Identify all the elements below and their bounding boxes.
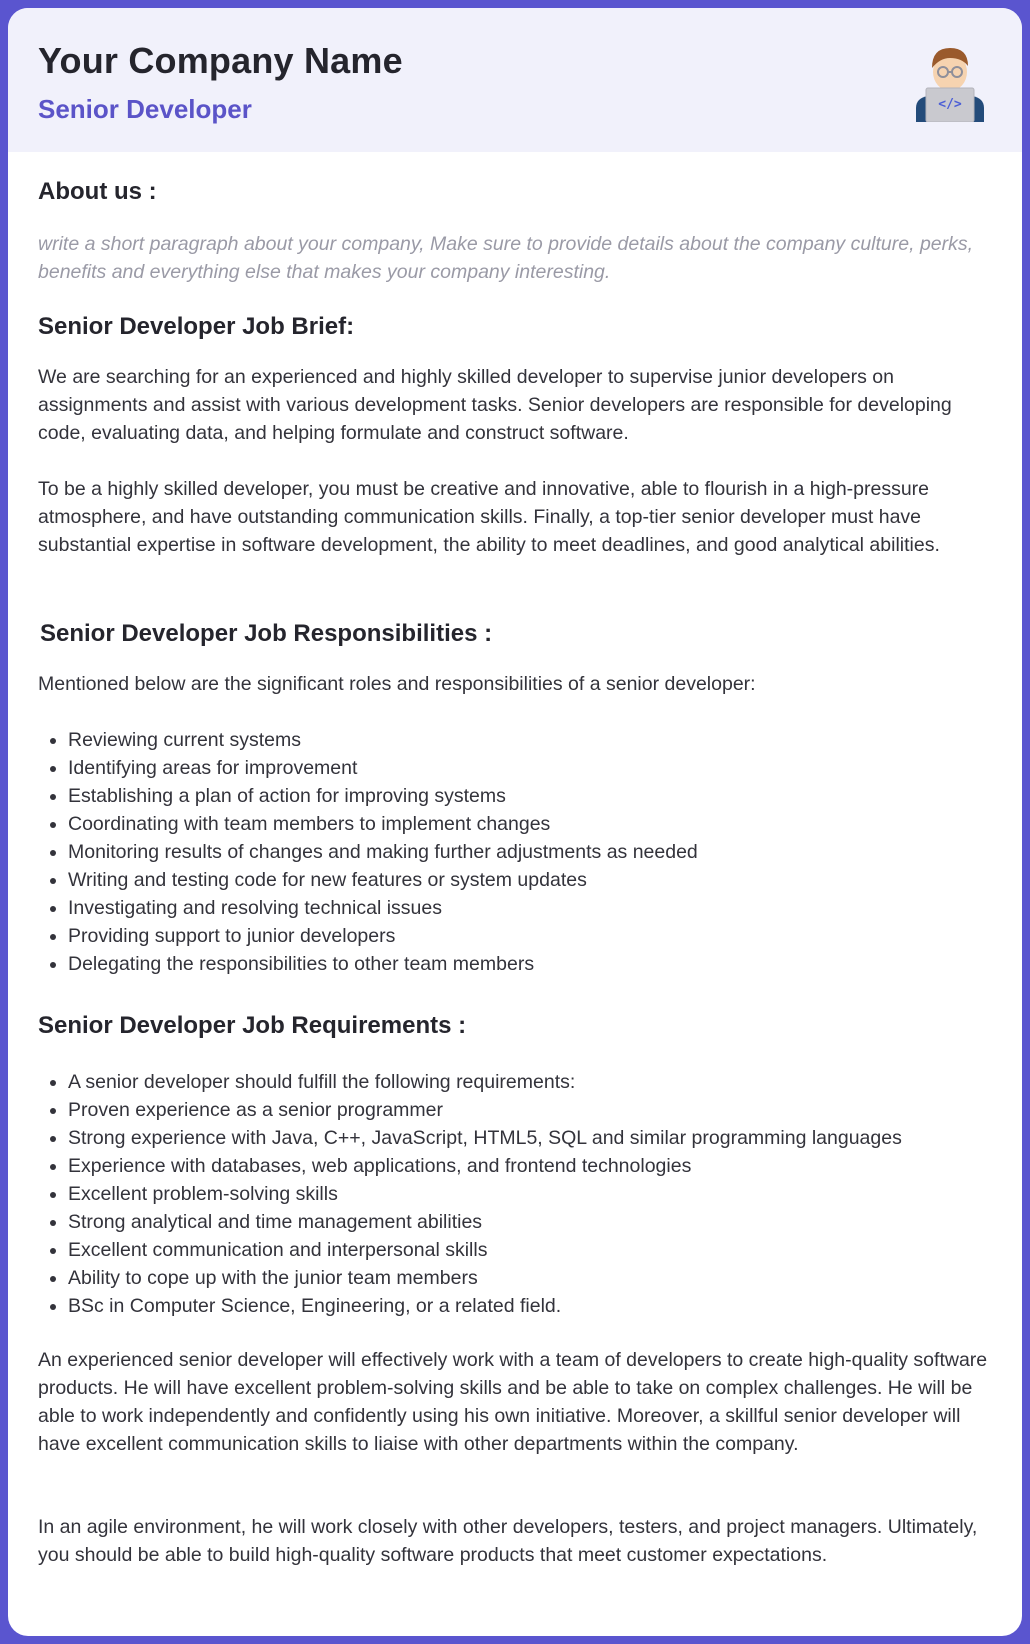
list-item: • Establishing a plan of action for improving systems <box>68 782 1022 810</box>
developer-avatar-icon <box>910 42 990 122</box>
brief-paragraph-1: We are searching for an experienced and highly skilled developer to supervise junior developers on assignments and assist with various development tasks. Senior developers are responsible for developing code, evaluating data, and helping formulate and construct software. <box>38 366 952 444</box>
brief-heading: Senior Developer Job Brief: <box>38 313 355 340</box>
list-item: • A senior developer should fulfill the following requirements: <box>68 1068 1022 1096</box>
responsibilities-list <box>38 726 1022 978</box>
list-item: • Ability to cope up with the junior team members <box>68 1264 1022 1292</box>
requirements-heading: Senior Developer Job Requirements : <box>38 1012 467 1039</box>
job-description-card <box>8 8 1022 1636</box>
list-item: • Excellent problem-solving skills <box>68 1180 1022 1208</box>
requirements-list <box>38 1068 1022 1320</box>
list-item: • BSc in Computer Science, Engineering, or a related field. <box>68 1292 1022 1320</box>
list-item: • Coordinating with team members to implement changes <box>68 810 1022 838</box>
responsibilities-intro: Mentioned below are the significant roles and responsibilities of a senior developer: <box>38 673 756 695</box>
list-item: • Identifying areas for improvement <box>68 754 1022 782</box>
list-item: • Reviewing current systems <box>68 726 1022 754</box>
about-heading: About us : <box>38 178 157 205</box>
about-text: write a short paragraph about your company, Make sure to provide details about the company culture, perks, benefits and everything else that makes your company interesting. <box>38 233 974 283</box>
header <box>8 8 1022 152</box>
list-item: • Investigating and resolving technical issues <box>68 894 1022 922</box>
list-item: • Writing and testing code for new features or system updates <box>68 866 1022 894</box>
list-item: • Providing support to junior developers <box>68 922 1022 950</box>
list-item: • Strong experience with Java, C++, JavaScript, HTML5, SQL and similar programming languages <box>68 1124 1022 1152</box>
svg-text:</>: </> <box>938 97 962 112</box>
responsibilities-heading: Senior Developer Job Responsibilities : <box>40 620 493 647</box>
list-item: • Monitoring results of changes and making further adjustments as needed <box>68 838 1022 866</box>
list-item: • Experience with databases, web applications, and frontend technologies <box>68 1152 1022 1180</box>
closing-paragraph-1: An experienced senior developer will effectively work with a team of developers to create high-quality software products. He will have excellent problem-solving skills and be able to take on complex challenges. He will be able to work independently and confidently using his own initiative. Moreover, a skillful senior developer will have excellent communication skills to liaise with other departments within the company. <box>38 1349 988 1455</box>
brief-paragraph-2: To be a highly skilled developer, you must be creative and innovative, able to flourish in a high-pressure atmosphere, and have outstanding communication skills. Finally, a top-tier senior developer must have substantial expertise in software development, the ability to meet deadlines, and good analytical abilities. <box>38 478 940 556</box>
job-title: Senior Developer <box>38 94 252 124</box>
list-item: • Excellent communication and interpersonal skills <box>68 1236 1022 1264</box>
company-name: Your Company Name <box>38 40 403 81</box>
list-item: • Delegating the responsibilities to other team members <box>68 950 1022 978</box>
list-item: • Strong analytical and time management abilities <box>68 1208 1022 1236</box>
list-item: • Proven experience as a senior programmer <box>68 1096 1022 1124</box>
closing-paragraph-2: In an agile environment, he will work closely with other developers, testers, and project managers. Ultimately, you should be able to build high-quality software products that meet customer expectations. <box>38 1516 978 1566</box>
